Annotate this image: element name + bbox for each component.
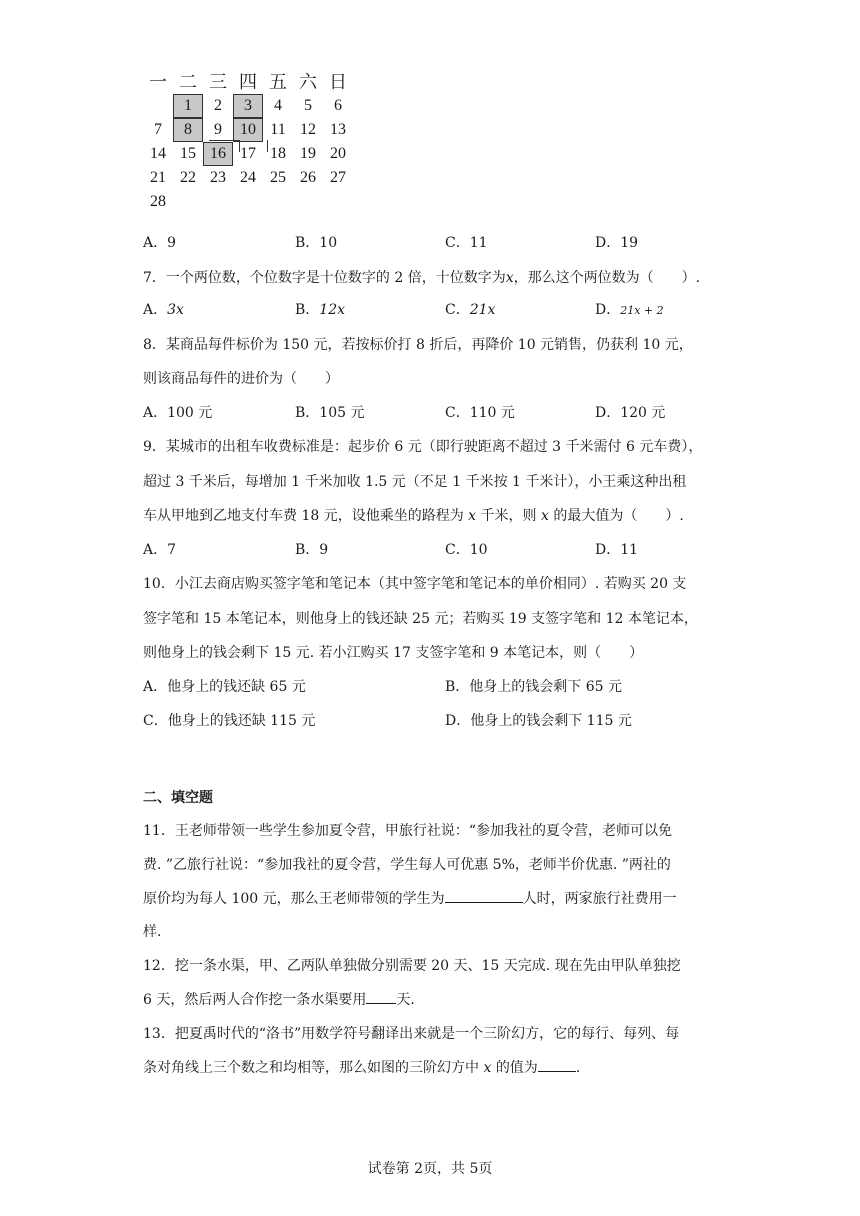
q12-line1: 12．挖一条水渠，甲、乙两队单独做分别需要 20 天、15 天完成. 现在先由甲队单独挖 bbox=[143, 958, 681, 974]
q10-option-a[interactable]: A．他身上的钱还缺 65 元 bbox=[143, 679, 306, 695]
q7-option-d-label: D． bbox=[595, 302, 621, 318]
calendar-day-cell: 14 bbox=[150, 145, 166, 162]
q9-line3-part-a: 车从甲地到乙地支付车费 18 元，设他乘坐的路程为 bbox=[143, 508, 464, 524]
calendar-weekday-header: 六 bbox=[299, 72, 317, 93]
shape-connector-left bbox=[239, 140, 240, 152]
q9-variable-1: x bbox=[468, 508, 477, 524]
calendar-day-cell: 10 bbox=[233, 118, 263, 142]
calendar-day-cell: 2 bbox=[214, 97, 222, 114]
calendar-day-cell: 25 bbox=[270, 169, 286, 186]
calendar-day-cell: 24 bbox=[240, 169, 256, 186]
q7-option-c[interactable] bbox=[445, 299, 495, 319]
calendar-day-cell: 27 bbox=[330, 169, 346, 186]
calendar-day-cell: 7 bbox=[154, 121, 162, 138]
q13-variable: x bbox=[483, 1060, 492, 1076]
q12-line2-part-a: 6 天，然后两人合作挖一条水渠要用 bbox=[143, 992, 367, 1008]
calendar-weekday-header: 一 bbox=[149, 72, 167, 93]
q7-variable: x bbox=[505, 270, 514, 286]
q12-line2-part-b: 天. bbox=[396, 992, 415, 1008]
q6-option-d[interactable]: D．19 bbox=[595, 235, 639, 251]
q7-option-a[interactable] bbox=[143, 299, 184, 319]
q8-option-a[interactable]: A．100 元 bbox=[143, 405, 213, 421]
calendar-day-cell: 28 bbox=[150, 193, 166, 210]
q9-line2: 超过 3 千米后，每增加 1 千米加收 1.5 元（不足 1 千米按 1 千米计），小王乘这种出租 bbox=[143, 474, 687, 490]
q10-line2: 签字笔和 15 本笔记本，则他身上的钱还缺 25 元；若购买 19 支签字笔和 12 本笔记本， bbox=[143, 611, 698, 627]
calendar-day-cell: 9 bbox=[214, 121, 222, 138]
shape-connector-right bbox=[267, 140, 268, 152]
calendar-weekday-header: 五 bbox=[269, 72, 287, 93]
q10-line1: 10．小江去商店购买签字笔和笔记本（其中签字笔和笔记本的单价相同）. 若购买 20 支 bbox=[143, 576, 687, 592]
calendar-day-cell: 8 bbox=[173, 118, 203, 142]
q6-option-c[interactable]: C．11 bbox=[445, 235, 488, 251]
q7-option-c-label: C． bbox=[445, 302, 470, 318]
q9-line3-part-c: 的最大值为（ ）. bbox=[553, 508, 684, 524]
q8-option-c[interactable]: C．110 元 bbox=[445, 405, 515, 421]
calendar-day-cell: 16 bbox=[203, 142, 233, 166]
q8-option-b[interactable]: B．105 元 bbox=[295, 405, 365, 421]
q11-line1: 11．王老师带领一些学生参加夏令营，甲旅行社说：“参加我社的夏令营，老师可以免 bbox=[143, 823, 672, 839]
calendar-day-cell: 17 bbox=[240, 145, 256, 162]
q10-option-b[interactable]: B．他身上的钱会剩下 65 元 bbox=[445, 679, 623, 695]
q11-line3-part-b: 人时，两家旅行社费用一 bbox=[522, 891, 677, 907]
q6-option-a[interactable]: A．9 bbox=[143, 235, 177, 251]
shape-connector-top-left bbox=[209, 140, 240, 141]
q13-line2 bbox=[143, 1057, 580, 1077]
q12-answer-blank[interactable] bbox=[366, 991, 396, 1004]
q7-option-d-expr: 21x + 2 bbox=[620, 304, 664, 317]
q9-line3-part-b: 千米，则 bbox=[480, 508, 537, 524]
calendar-day-cell: 13 bbox=[330, 121, 346, 138]
q13-line1: 13．把夏禹时代的“洛书”用数学符号翻译出来就是一个三阶幻方，它的每行、每列、每 bbox=[143, 1026, 680, 1042]
calendar-day-cell: 23 bbox=[210, 169, 226, 186]
calendar-day-cell: 26 bbox=[300, 169, 316, 186]
calendar-weekday-header: 三 bbox=[209, 72, 227, 93]
q9-option-d[interactable]: D．11 bbox=[595, 542, 639, 558]
q9-variable-2: x bbox=[540, 508, 549, 524]
calendar-day-cell: 11 bbox=[270, 121, 286, 138]
q8-line2: 则该商品每件的进价为（ ） bbox=[143, 371, 339, 387]
q11-line4: 样. bbox=[143, 924, 162, 940]
q13-line2-part-a: 条对角线上三个数之和均相等，那么如图的三阶幻方中 bbox=[143, 1060, 479, 1076]
q8-option-d[interactable]: D．120 元 bbox=[595, 405, 666, 421]
calendar-day-cell: 22 bbox=[180, 169, 196, 186]
calendar-weekday-header: 四 bbox=[239, 72, 257, 93]
q6-option-b[interactable]: B．10 bbox=[295, 235, 338, 251]
calendar-day-cell: 20 bbox=[330, 145, 346, 162]
q7-option-b-expr: 12x bbox=[319, 302, 346, 318]
calendar-day-cell: 12 bbox=[300, 121, 316, 138]
q9-option-a[interactable]: A．7 bbox=[143, 542, 177, 558]
q10-option-c[interactable]: C．他身上的钱还缺 115 元 bbox=[143, 713, 316, 729]
calendar-day-cell: 5 bbox=[304, 97, 312, 114]
q7-option-c-expr: 21x bbox=[469, 302, 496, 318]
q9-line1: 9．某城市的出租车收费标准是：起步价 6 元（即行驶距离不超过 3 千米需付 6 元车费）， bbox=[143, 439, 703, 455]
calendar-day-cell: 6 bbox=[334, 97, 342, 114]
calendar-figure bbox=[143, 68, 363, 218]
q9-option-b[interactable]: B．9 bbox=[295, 542, 329, 558]
q13-line2-part-b: 的值为 bbox=[495, 1060, 538, 1076]
q11-line2: 费. ”乙旅行社说：“参加我社的夏令营，学生每人可优惠 5%，老师半价优惠. ”两社的 bbox=[143, 857, 671, 873]
q7-option-d[interactable] bbox=[595, 299, 664, 319]
q7-option-b-label: B． bbox=[295, 302, 320, 318]
q7-text: 7．一个两位数，个位数字是十位数字的 2 倍，十位数字为 bbox=[143, 270, 506, 286]
q7-text-end: ，那么这个两位数为（ ）. bbox=[513, 270, 701, 286]
q9-option-c[interactable]: C．10 bbox=[445, 542, 488, 558]
q9-line3 bbox=[143, 505, 684, 525]
calendar-day-cell: 3 bbox=[233, 94, 263, 118]
q11-line3-part-a: 原价均为每人 100 元，那么王老师带领的学生为 bbox=[143, 891, 445, 907]
q7-option-a-expr: 3x bbox=[167, 302, 184, 318]
calendar-day-cell: 4 bbox=[274, 97, 282, 114]
q10-line3: 则他身上的钱会剩下 15 元. 若小江购买 17 支签字笔和 9 本笔记本，则（ ） bbox=[143, 645, 644, 661]
calendar-day-cell: 15 bbox=[180, 145, 196, 162]
q12-line2 bbox=[143, 989, 415, 1009]
q7-option-a-label: A． bbox=[143, 302, 168, 318]
calendar-weekday-header: 二 bbox=[179, 72, 197, 93]
calendar-day-cell: 21 bbox=[150, 169, 166, 186]
q13-line2-part-c: . bbox=[575, 1060, 581, 1076]
calendar-weekday-header: 日 bbox=[329, 72, 347, 93]
q7-option-b[interactable] bbox=[295, 299, 345, 319]
page-footer: 试卷第 2页，共 5页 bbox=[367, 1161, 493, 1177]
q13-answer-blank[interactable] bbox=[538, 1059, 576, 1072]
calendar-day-cell: 18 bbox=[270, 145, 286, 162]
q8-line1: 8．某商品每件标价为 150 元，若按标价打 8 折后，再降价 10 元销售，仍获利 10 元， bbox=[143, 337, 693, 353]
section-title-fill-blank: 二、填空题 bbox=[143, 790, 213, 806]
q11-answer-blank[interactable] bbox=[445, 890, 523, 903]
calendar-day-cell: 1 bbox=[173, 94, 203, 118]
q7-stem bbox=[143, 267, 700, 287]
q11-line3 bbox=[143, 888, 677, 908]
q10-option-d[interactable]: D．他身上的钱会剩下 115 元 bbox=[445, 713, 632, 729]
calendar-day-cell: 19 bbox=[300, 145, 316, 162]
